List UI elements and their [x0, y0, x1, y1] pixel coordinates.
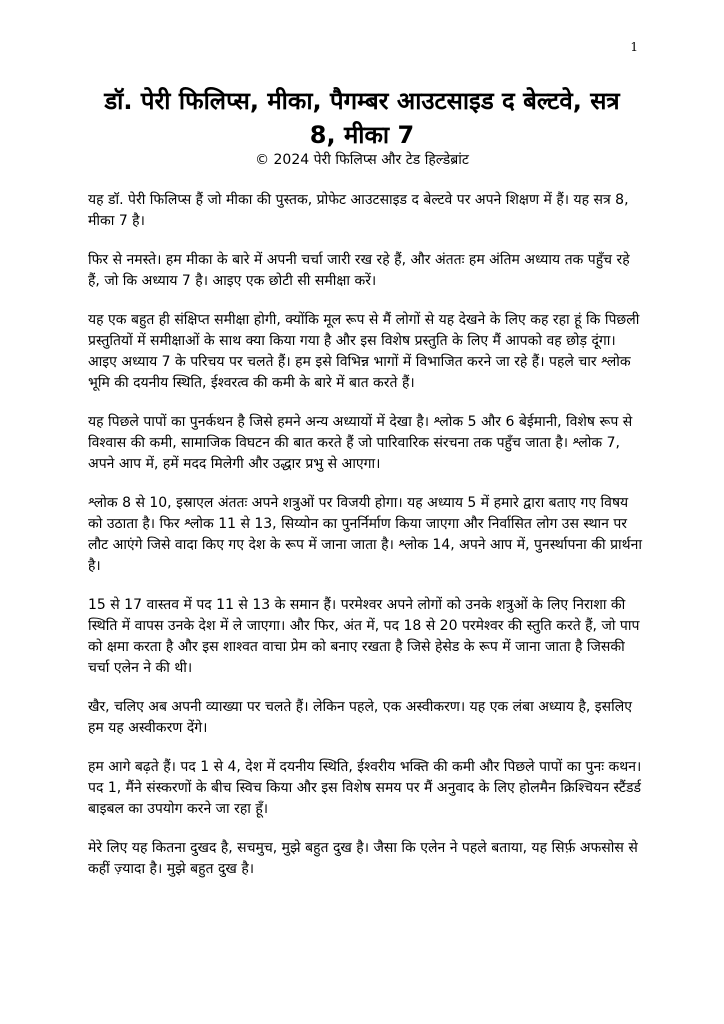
- paragraph-disclaimer: खैर, चलिए अब अपनी व्याख्या पर चलते हैं। लेकिन पहले, एक अस्वीकरण। यह एक लंबा अध्याय है, इसलिए हम यह अस्वीकरण देंगे।: [88, 699, 633, 736]
- paragraph-intro: यह डॉ. पेरी फिलिप्स हैं जो मीका की पुस्तक, प्रोफेट आउटसाइड द बेल्टवे पर अपने शिक्षण में हैं। यह सत्र 8, मीका 7 है।: [88, 192, 629, 229]
- paragraph-verses-1-4: हम आगे बढ़ते हैं। पद 1 से 4, देश में दयनीय स्थिति, ईश्वरीय भक्ति की कमी और पिछले पापों का पुनः कथन। पद 1, मैंने संस्करणों के बीच स्विच किया और इस विशेष समय पर मैं अनुवाद के लिए होलमैन क्रिश्चियन स्टैंडर्ड बाइबल का उपयोग करने जा रहा हूँ।: [88, 759, 642, 817]
- document-body: [88, 190, 642, 898]
- paragraph-greeting: फिर से नमस्ते। हम मीका के बारे में अपनी चर्चा जारी रख रहे हैं, और अंततः हम अंतिम अध्याय तक पहुँच रहे हैं, जो कि अध्याय 7 है। आइए एक छोटी सी समीक्षा करें।: [88, 252, 630, 289]
- copyright-line: © 2024 पेरी फिलिप्स और टेड हिल्डेब्रांट: [255, 152, 469, 168]
- paragraph-lament: मेरे लिए यह कितना दुखद है, सचमुच, मुझे बहुत दुख है। जैसा कि एलेन ने पहले बताया, यह सिर्फ़ अफसोस से कहीं ज़्यादा है। मुझे बहुत दुख है।: [88, 840, 638, 877]
- paragraph-verses-5-7: यह पिछले पापों का पुनर्कथन है जिसे हमने अन्य अध्यायों में देखा है। श्लोक 5 और 6 बेईमानी, विशेष रूप से विश्वास की कमी, सामाजिक विघटन की बात करते हैं जो पारिवारिक संरचना तक पहुँच जाता है। श्लोक 7, अपने आप में, हमें मदद मिलेगी और उद्धार प्रभु से आएगा।: [88, 414, 633, 472]
- page-number: 1: [630, 40, 638, 54]
- paragraph-verses-8-14: श्लोक 8 से 10, इस्राएल अंततः अपने शत्रुओं पर विजयी होगा। यह अध्याय 5 में हमारे द्वारा बताए गए विषय को उठाता है। फिर श्लोक 11 से 13, सिय्योन का पुनर्निर्माण किया जाएगा और निर्वासित लोग उस स्थान पर लौट आएंगे जिसे वादा किए गए देश के रूप में जाना जाता है। श्लोक 14, अपने आप में, पुनर्स्थापना की प्रार्थना है।: [88, 495, 643, 574]
- paragraph-verses-15-20: 15 से 17 वास्तव में पद 11 से 13 के समान हैं। परमेश्वर अपने लोगों को उनके शत्रुओं के लिए निराशा की स्थिति में वापस उनके देश में ले जाएगा। और फिर, अंत में, पद 18 से 20 परमेश्वर की स्तुति करते हैं, जो पाप को क्षमा करता है और इस शाश्वत वाचा प्रेम को बनाए रखता है जिसे हेसेड के रूप में जाना जाता है जिसकी चर्चा एलेन ने की थी।: [88, 597, 640, 676]
- document-title: डॉ. पेरी फिलिप्स, मीका, पैगम्बर आउटसाइड द बेल्टवे, सत्र 8, मीका 7: [104, 87, 620, 149]
- paragraph-review: यह एक बहुत ही संक्षिप्त समीक्षा होगी, क्योंकि मूल रूप से मैं लोगों से यह देखने के लिए कह रहा हूं कि पिछली प्रस्तुतियों में समीक्षाओं के साथ क्या किया गया है और इस विशेष प्रस्तुति के लिए मैं आपको वह छोड़ दूंगा। आइए अध्याय 7 के परिचय पर चलते हैं। हम इसे विभिन्न भागों में विभाजित करने जा रहे हैं। पहले चार श्लोक भूमि की दयनीय स्थिति, ईश्वरत्व की कमी के बारे में बात करते हैं।: [88, 312, 640, 391]
